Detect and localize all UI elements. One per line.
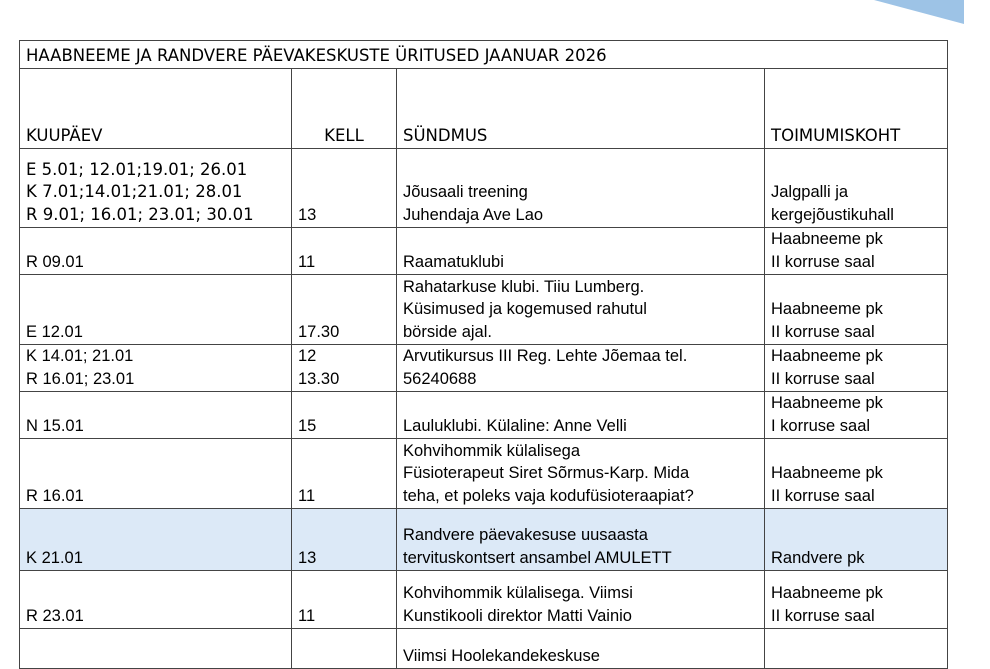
time-cell-line: 12	[298, 347, 317, 365]
event-cell-line: Kohvihommik külalisega. Viimsi	[403, 584, 633, 602]
event-cell-line: Füsioterapeut Siret Sõrmus-Karp. Mida	[403, 464, 690, 482]
table-row	[20, 509, 948, 571]
event-cell-line: Randvere päevakesuse uusaasta	[403, 526, 648, 544]
event-cell	[397, 228, 765, 275]
place-cell	[765, 571, 948, 629]
date-cell-line: R 16.01	[26, 486, 84, 505]
event-cell-line: Viimsi Hoolekandekeskuse	[403, 646, 600, 665]
place-cell-line: Haabneeme pk	[771, 230, 883, 248]
date-cell	[20, 571, 292, 629]
date-cell-line: E 5.01; 12.01;19.01; 26.01	[26, 159, 248, 179]
events-table	[19, 40, 948, 669]
event-cell-line: Raamatuklubi	[403, 252, 504, 271]
event-cell-line: tervituskontsert ansambel AMULETT	[403, 548, 672, 567]
event-cell	[397, 571, 765, 629]
header-row	[20, 69, 948, 149]
event-cell-line: Kohvihommik külalisega	[403, 441, 580, 460]
time-cell-line: 17.30	[298, 322, 340, 341]
event-cell	[397, 392, 765, 439]
table-row	[20, 275, 948, 345]
date-cell	[20, 275, 292, 345]
date-cell-line: K 14.01; 21.01	[26, 347, 134, 365]
event-cell-line: Lauluklubi. Külaline: Anne Velli	[403, 416, 627, 435]
title-row	[20, 41, 948, 69]
event-cell-line: Rahatarkuse klubi. Tiiu Lumberg.	[403, 277, 645, 296]
time-cell	[292, 571, 397, 629]
date-cell	[20, 509, 292, 571]
time-cell-line: 13	[298, 548, 317, 567]
event-cell-line: Arvutikursus III Reg. Lehte Jõemaa tel.	[403, 347, 688, 365]
place-cell-line: Haabneeme pk	[771, 347, 883, 365]
table-row	[20, 571, 948, 629]
place-cell-line: II korruse saal	[771, 252, 875, 271]
date-cell-line: N 15.01	[26, 416, 84, 435]
table-row	[20, 228, 948, 275]
header-event: SÜNDMUS	[397, 69, 765, 149]
date-cell	[20, 228, 292, 275]
time-cell	[292, 345, 397, 392]
event-cell	[397, 439, 765, 509]
time-cell-line: 15	[298, 416, 317, 435]
place-cell	[765, 149, 948, 228]
event-cell	[397, 345, 765, 392]
time-cell-line: 11	[298, 252, 316, 271]
place-cell	[765, 228, 948, 275]
table-row	[20, 345, 948, 392]
date-cell-line: R 23.01	[26, 606, 84, 625]
decorative-corner-shape	[874, 0, 964, 24]
header-date: KUUPÄEV	[20, 69, 292, 149]
event-cell-line: Küsimused ja kogemused rahutul	[403, 300, 647, 318]
table-row	[20, 629, 948, 669]
table-row	[20, 392, 948, 439]
place-cell-line: I korruse saal	[771, 416, 871, 435]
place-cell-line: Haabneeme pk	[771, 300, 883, 318]
event-cell	[397, 629, 765, 669]
date-cell-line: R 16.01; 23.01	[26, 369, 135, 388]
date-cell	[20, 392, 292, 439]
place-cell	[765, 629, 948, 669]
place-cell-line: II korruse saal	[771, 322, 875, 341]
place-cell-line: Haabneeme pk	[771, 394, 883, 412]
date-cell	[20, 629, 292, 669]
event-cell	[397, 275, 765, 345]
date-cell-line: R 09.01	[26, 252, 84, 271]
time-cell	[292, 439, 397, 509]
place-cell-line: II korruse saal	[771, 606, 875, 625]
event-cell-line: Juhendaja Ave Lao	[403, 205, 544, 224]
table-row	[20, 149, 948, 228]
date-cell-line: K 7.01;14.01;21.01; 28.01	[26, 182, 243, 201]
time-cell-line: 11	[298, 486, 316, 505]
table-title: HAABNEEME JA RANDVERE PÄEVAKESKUSTE ÜRITUSED JAANUAR 2026	[20, 41, 948, 69]
event-cell-line: Jõusaali treening	[403, 183, 528, 201]
place-cell	[765, 275, 948, 345]
place-cell-line: Haabneeme pk	[771, 464, 883, 482]
event-cell-line: teha, et poleks vaja kodufüsioteraapiat?	[403, 486, 694, 505]
event-cell-line: 56240688	[403, 369, 477, 388]
header-time: KELL	[292, 69, 397, 149]
place-cell-line: Jalgpalli ja	[771, 183, 849, 201]
time-cell	[292, 149, 397, 228]
table-row	[20, 439, 948, 509]
event-cell-line: Kunstikooli direktor Matti Vainio	[403, 606, 632, 625]
time-cell	[292, 228, 397, 275]
time-cell-line: 13.30	[298, 369, 340, 388]
date-cell-line: R 9.01; 16.01; 23.01; 30.01	[26, 204, 254, 224]
time-cell	[292, 509, 397, 571]
header-place: TOIMUMISKOHT	[765, 69, 948, 149]
time-cell	[292, 392, 397, 439]
event-cell	[397, 149, 765, 228]
place-cell-line: kergejõustikuhall	[771, 205, 894, 224]
place-cell-line: II korruse saal	[771, 369, 875, 388]
time-cell-line: 13	[298, 205, 317, 224]
place-cell	[765, 392, 948, 439]
place-cell-line: Randvere pk	[771, 548, 865, 567]
event-cell	[397, 509, 765, 571]
date-cell-line: E 12.01	[26, 322, 83, 341]
place-cell	[765, 345, 948, 392]
date-cell	[20, 439, 292, 509]
date-cell	[20, 149, 292, 228]
place-cell-line: Haabneeme pk	[771, 584, 883, 602]
place-cell	[765, 509, 948, 571]
date-cell	[20, 345, 292, 392]
date-cell-line: K 21.01	[26, 548, 83, 567]
time-cell	[292, 275, 397, 345]
time-cell-line: 11	[298, 606, 316, 625]
time-cell	[292, 629, 397, 669]
event-cell-line: börside ajal.	[403, 322, 492, 341]
place-cell	[765, 439, 948, 509]
place-cell-line: II korruse saal	[771, 486, 875, 505]
